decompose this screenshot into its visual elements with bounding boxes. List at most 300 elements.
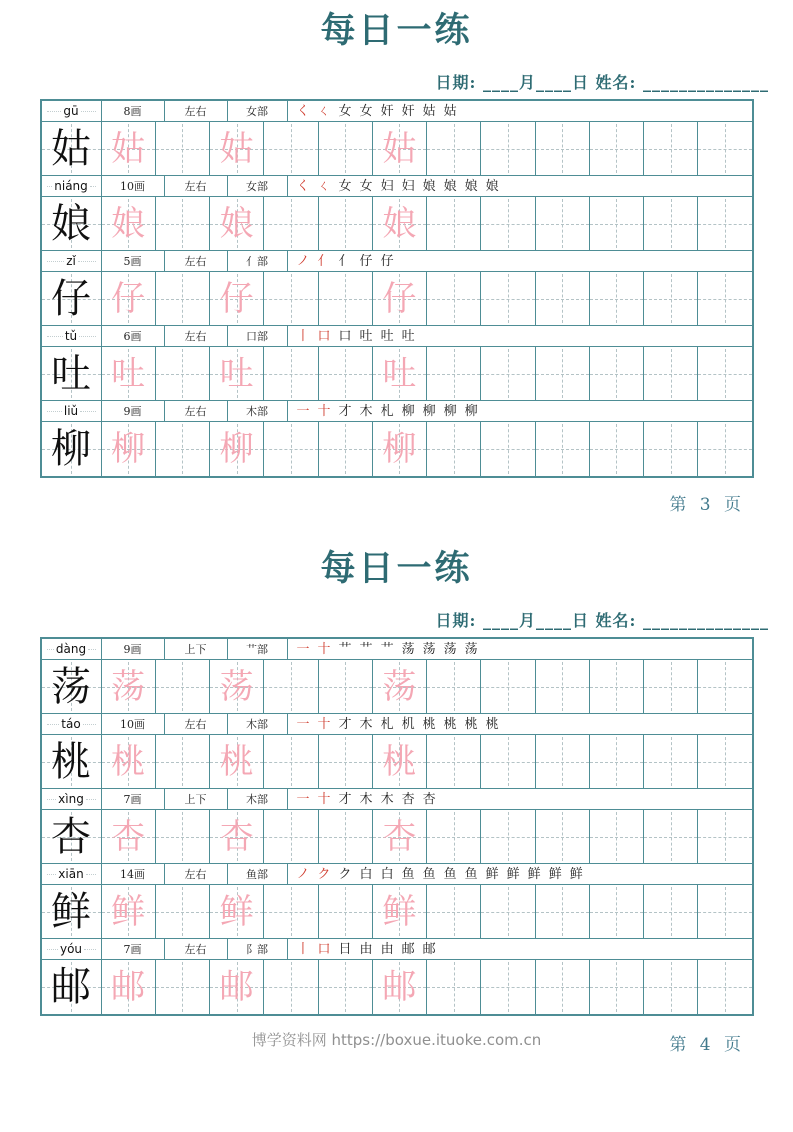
practice-cell (644, 422, 698, 476)
stroke-step: 札 (380, 716, 394, 732)
pinyin-label: liǔ (42, 401, 102, 421)
stroke-step: 一 (296, 403, 310, 419)
practice-cell (481, 960, 535, 1014)
structure-label: 左右 (165, 939, 228, 959)
practice-cell (698, 422, 751, 476)
char-info-row (42, 401, 752, 422)
trace-char: 吐 (111, 353, 146, 394)
practice-cell (536, 347, 590, 400)
practice-cell (156, 122, 210, 175)
example-char: 荡 (51, 663, 91, 710)
example-char-cell (42, 197, 102, 250)
trace-char: 吐 (382, 353, 417, 394)
stroke-step: 一 (296, 716, 310, 732)
practice-cell (102, 272, 156, 325)
example-char-cell (42, 422, 102, 476)
site-footer: 博学资料网 https://boxue.ituoke.com.cn (251, 1031, 542, 1049)
practice-cell (264, 735, 318, 788)
practice-cell (427, 347, 481, 400)
stroke-step: 白 (380, 866, 394, 882)
practice-cell (102, 885, 156, 938)
practice-cell (427, 197, 481, 250)
practice-cell (373, 272, 427, 325)
worksheet-page-4 (0, 548, 793, 1053)
practice-cell (427, 122, 481, 175)
practice-cell (536, 272, 590, 325)
char-info-row (42, 714, 752, 735)
stroke-step: 机 (401, 716, 415, 732)
stroke-step: 鱼 (401, 866, 415, 882)
practice-cell (536, 422, 590, 476)
stroke-step: 艹 (359, 641, 373, 657)
practice-cell (102, 735, 156, 788)
radical-label: 女部 (228, 176, 288, 196)
stroke-step: 鱼 (464, 866, 478, 882)
stroke-order-strip (288, 639, 752, 659)
practice-cell (156, 197, 210, 250)
stroke-step: ㄑ (317, 103, 331, 119)
stroke-order-strip (288, 251, 752, 271)
radical-label: 鱼部 (228, 864, 288, 884)
practice-cell (319, 960, 373, 1014)
practice-cell (102, 122, 156, 175)
practice-cell (264, 885, 318, 938)
practice-cell (644, 810, 698, 863)
practice-cell (156, 422, 210, 476)
stroke-step: 荡 (401, 641, 415, 657)
stroke-step: 荡 (464, 641, 478, 657)
stroke-step: 妇 (380, 178, 394, 194)
example-char-cell (42, 122, 102, 175)
practice-cell (156, 660, 210, 713)
practice-cell (264, 960, 318, 1014)
stroke-step: 口 (338, 328, 352, 344)
stroke-step: 木 (359, 403, 373, 419)
stroke-step: く (296, 178, 310, 194)
trace-char: 鲜 (219, 891, 254, 932)
trace-char: 荡 (219, 666, 254, 707)
practice-cell (698, 272, 751, 325)
practice-row (42, 197, 752, 251)
practice-cell (210, 272, 264, 325)
practice-cell (590, 810, 644, 863)
stroke-step: 娘 (464, 178, 478, 194)
char-info-row (42, 326, 752, 347)
practice-cell (264, 347, 318, 400)
radical-label: 木部 (228, 714, 288, 734)
example-char: 姑 (51, 125, 91, 172)
practice-cell (427, 810, 481, 863)
stroke-step: 木 (359, 791, 373, 807)
structure-label: 左右 (165, 101, 228, 121)
radical-label: 木部 (228, 401, 288, 421)
stroke-step: 丨 (296, 328, 310, 344)
structure-label: 左右 (165, 401, 228, 421)
char-info-row (42, 101, 752, 122)
example-char: 仔 (51, 275, 91, 322)
trace-char: 娘 (111, 203, 146, 244)
practice-cell (698, 885, 751, 938)
example-char: 吐 (51, 350, 91, 397)
practice-cell (481, 272, 535, 325)
practice-cell (481, 422, 535, 476)
practice-cell (210, 960, 264, 1014)
practice-row (42, 735, 752, 789)
practice-cell (590, 735, 644, 788)
trace-char: 桃 (219, 741, 254, 782)
practice-cell (427, 422, 481, 476)
practice-cell (156, 885, 210, 938)
practice-cell (427, 660, 481, 713)
stroke-count: 7画 (102, 939, 165, 959)
stroke-step: ㄑ (317, 178, 331, 194)
pinyin-label: zǐ (42, 251, 102, 271)
practice-cell (210, 347, 264, 400)
stroke-step: 丨 (296, 941, 310, 957)
practice-cell (481, 347, 535, 400)
practice-cell (590, 422, 644, 476)
practice-row (42, 810, 752, 864)
trace-char: 杏 (382, 816, 417, 857)
practice-cell (156, 735, 210, 788)
radical-label: 亻部 (228, 251, 288, 271)
stroke-count: 7画 (102, 789, 165, 809)
practice-cell (102, 660, 156, 713)
practice-cell (373, 122, 427, 175)
practice-cell (481, 197, 535, 250)
worksheet (0, 10, 793, 1053)
stroke-step: 十 (317, 641, 331, 657)
stroke-count: 14画 (102, 864, 165, 884)
page-title: 每日一练 (320, 548, 473, 589)
practice-table (40, 99, 754, 478)
stroke-step: 杏 (422, 791, 436, 807)
practice-cell (698, 960, 751, 1014)
stroke-step: 桃 (443, 716, 457, 732)
practice-cell (102, 347, 156, 400)
practice-cell (319, 272, 373, 325)
stroke-step: 鲜 (569, 866, 583, 882)
practice-cell (644, 272, 698, 325)
char-info-row (42, 864, 752, 885)
radical-label: 阝部 (228, 939, 288, 959)
pinyin-label: yóu (42, 939, 102, 959)
stroke-step: 仔 (359, 253, 373, 269)
practice-cell (264, 810, 318, 863)
example-char: 柳 (51, 426, 91, 472)
stroke-step: 一 (296, 791, 310, 807)
practice-cell (536, 810, 590, 863)
practice-cell (590, 197, 644, 250)
example-char-cell (42, 660, 102, 713)
pinyin-label: niáng (42, 176, 102, 196)
stroke-step: 日 (338, 941, 352, 957)
practice-row (42, 885, 752, 939)
stroke-count: 8画 (102, 101, 165, 121)
practice-cell (373, 735, 427, 788)
practice-cell (698, 735, 751, 788)
stroke-order-strip (288, 326, 752, 346)
practice-cell (264, 272, 318, 325)
stroke-count: 10画 (102, 176, 165, 196)
stroke-step: 鲜 (548, 866, 562, 882)
stroke-step: 女 (359, 103, 373, 119)
stroke-step: 才 (338, 403, 352, 419)
practice-cell (264, 422, 318, 476)
practice-cell (373, 660, 427, 713)
stroke-step: 鱼 (422, 866, 436, 882)
example-char-cell (42, 272, 102, 325)
stroke-step: 荡 (422, 641, 436, 657)
stroke-step: ノ (296, 866, 310, 882)
stroke-step: 吐 (401, 328, 415, 344)
stroke-step: 才 (338, 791, 352, 807)
pinyin-label: tǔ (42, 326, 102, 346)
practice-cell (536, 960, 590, 1014)
stroke-step: 娘 (422, 178, 436, 194)
stroke-step: 柳 (401, 403, 415, 419)
practice-cell (536, 122, 590, 175)
practice-cell (319, 197, 373, 250)
practice-cell (698, 122, 751, 175)
practice-cell (698, 347, 751, 400)
practice-cell (373, 422, 427, 476)
radical-label: 女部 (228, 101, 288, 121)
example-char-cell (42, 810, 102, 863)
stroke-step: 亻 (317, 253, 331, 269)
practice-cell (156, 960, 210, 1014)
stroke-step: 柳 (464, 403, 478, 419)
stroke-step: 吐 (359, 328, 373, 344)
practice-row (42, 660, 752, 714)
stroke-step: 亻 (338, 253, 352, 269)
stroke-count: 6画 (102, 326, 165, 346)
trace-char: 姑 (219, 128, 254, 169)
stroke-step: 十 (317, 791, 331, 807)
structure-label: 左右 (165, 864, 228, 884)
stroke-step: 白 (359, 866, 373, 882)
practice-cell (102, 810, 156, 863)
practice-cell (156, 272, 210, 325)
practice-cell (590, 122, 644, 175)
practice-cell (373, 810, 427, 863)
structure-label: 左右 (165, 326, 228, 346)
practice-cell (590, 347, 644, 400)
trace-char: 荡 (382, 666, 417, 707)
stroke-step: ク (338, 866, 352, 882)
pinyin-label: xìng (42, 789, 102, 809)
char-info-row (42, 639, 752, 660)
practice-cell (427, 272, 481, 325)
stroke-step: 仔 (380, 253, 394, 269)
stroke-step: 札 (380, 403, 394, 419)
practice-cell (481, 660, 535, 713)
practice-cell (644, 735, 698, 788)
trace-char: 姑 (382, 128, 417, 169)
stroke-step: 吐 (380, 328, 394, 344)
stroke-step: 才 (338, 716, 352, 732)
practice-row (42, 422, 752, 476)
stroke-order-strip (288, 176, 752, 196)
practice-cell (644, 197, 698, 250)
practice-cell (644, 885, 698, 938)
practice-cell (427, 885, 481, 938)
practice-cell (264, 122, 318, 175)
radical-label: 木部 (228, 789, 288, 809)
stroke-step: 口 (317, 328, 331, 344)
pinyin-label: xiān (42, 864, 102, 884)
practice-cell (319, 735, 373, 788)
practice-cell (210, 735, 264, 788)
stroke-step: 由 (380, 941, 394, 957)
practice-cell (102, 197, 156, 250)
stroke-step: 娘 (443, 178, 457, 194)
stroke-step: 姑 (422, 103, 436, 119)
practice-row (42, 347, 752, 401)
trace-char: 杏 (219, 816, 254, 857)
stroke-step: 姑 (443, 103, 457, 119)
trace-char: 吐 (219, 353, 254, 394)
example-char: 邮 (51, 964, 91, 1010)
stroke-step: 邮 (401, 941, 415, 957)
practice-cell (481, 122, 535, 175)
practice-cell (644, 960, 698, 1014)
practice-cell (481, 885, 535, 938)
trace-char: 邮 (111, 967, 146, 1007)
stroke-count: 10画 (102, 714, 165, 734)
practice-cell (427, 735, 481, 788)
practice-cell (536, 197, 590, 250)
stroke-step: 奸 (401, 103, 415, 119)
example-char: 桃 (51, 738, 91, 785)
char-info-row (42, 251, 752, 272)
practice-cell (156, 347, 210, 400)
example-char-cell (42, 885, 102, 938)
trace-char: 邮 (382, 967, 417, 1007)
trace-char: 鲜 (111, 891, 146, 932)
trace-char: 仔 (111, 278, 146, 319)
trace-char: 娘 (382, 203, 417, 244)
stroke-order-strip (288, 789, 752, 809)
stroke-step: ノ (296, 253, 310, 269)
practice-cell (319, 660, 373, 713)
practice-cell (644, 660, 698, 713)
stroke-step: 鱼 (443, 866, 457, 882)
stroke-step: 妇 (401, 178, 415, 194)
stroke-order-strip (288, 401, 752, 421)
practice-row (42, 960, 752, 1014)
footer-line (0, 1029, 793, 1053)
stroke-step: く (296, 103, 310, 119)
stroke-step: 柳 (443, 403, 457, 419)
practice-cell (102, 422, 156, 476)
stroke-step: 鲜 (527, 866, 541, 882)
stroke-step: ク (317, 866, 331, 882)
stroke-order-strip (288, 939, 752, 959)
practice-cell (319, 885, 373, 938)
stroke-order-strip (288, 101, 752, 121)
practice-cell (590, 960, 644, 1014)
worksheet-page-3 (0, 10, 793, 514)
stroke-order-strip (288, 864, 752, 884)
stroke-step: 艹 (380, 641, 394, 657)
stroke-step: 奸 (380, 103, 394, 119)
pinyin-label: táo (42, 714, 102, 734)
trace-char: 柳 (111, 429, 146, 469)
example-char-cell (42, 347, 102, 400)
practice-cell (698, 197, 751, 250)
structure-label: 左右 (165, 714, 228, 734)
example-char-cell (42, 735, 102, 788)
stroke-step: 木 (359, 716, 373, 732)
trace-char: 姑 (111, 128, 146, 169)
practice-cell (536, 885, 590, 938)
practice-cell (536, 735, 590, 788)
stroke-step: 桃 (485, 716, 499, 732)
stroke-step: 鲜 (506, 866, 520, 882)
trace-char: 仔 (219, 278, 254, 319)
trace-char: 桃 (111, 741, 146, 782)
stroke-step: 十 (317, 403, 331, 419)
page-title: 每日一练 (320, 10, 473, 51)
radical-label: 艹部 (228, 639, 288, 659)
stroke-step: 十 (317, 716, 331, 732)
practice-cell (698, 810, 751, 863)
practice-cell (210, 197, 264, 250)
practice-row (42, 122, 752, 176)
practice-cell (319, 810, 373, 863)
pinyin-label: dàng (42, 639, 102, 659)
stroke-step: 鲜 (485, 866, 499, 882)
practice-cell (644, 122, 698, 175)
date-name-line: 日期: ____月____日 姓名: ______________ (435, 73, 769, 92)
page-number: 第 3 页 (669, 495, 745, 515)
practice-cell (210, 810, 264, 863)
stroke-step: 木 (380, 791, 394, 807)
practice-cell (210, 122, 264, 175)
char-info-row (42, 789, 752, 810)
trace-char: 荡 (111, 666, 146, 707)
date-name-line: 日期: ____月____日 姓名: ______________ (435, 611, 769, 630)
practice-cell (210, 660, 264, 713)
practice-cell (210, 885, 264, 938)
page-number: 第 4 页 (669, 1035, 745, 1055)
practice-cell (264, 660, 318, 713)
example-char-cell (42, 960, 102, 1014)
practice-cell (590, 272, 644, 325)
pinyin-label: gū (42, 101, 102, 121)
practice-cell (210, 422, 264, 476)
practice-cell (373, 960, 427, 1014)
trace-char: 邮 (219, 967, 254, 1007)
example-char: 娘 (51, 200, 91, 247)
trace-char: 仔 (382, 278, 417, 319)
trace-char: 柳 (382, 429, 417, 469)
char-info-row (42, 939, 752, 960)
structure-label: 上下 (165, 639, 228, 659)
practice-cell (481, 735, 535, 788)
example-char: 鲜 (51, 888, 91, 935)
stroke-step: 娘 (485, 178, 499, 194)
practice-cell (319, 347, 373, 400)
radical-label: 口部 (228, 326, 288, 346)
practice-cell (644, 347, 698, 400)
trace-char: 杏 (111, 816, 146, 857)
trace-char: 桃 (382, 741, 417, 782)
stroke-step: 由 (359, 941, 373, 957)
practice-cell (373, 885, 427, 938)
stroke-step: 邮 (422, 941, 436, 957)
